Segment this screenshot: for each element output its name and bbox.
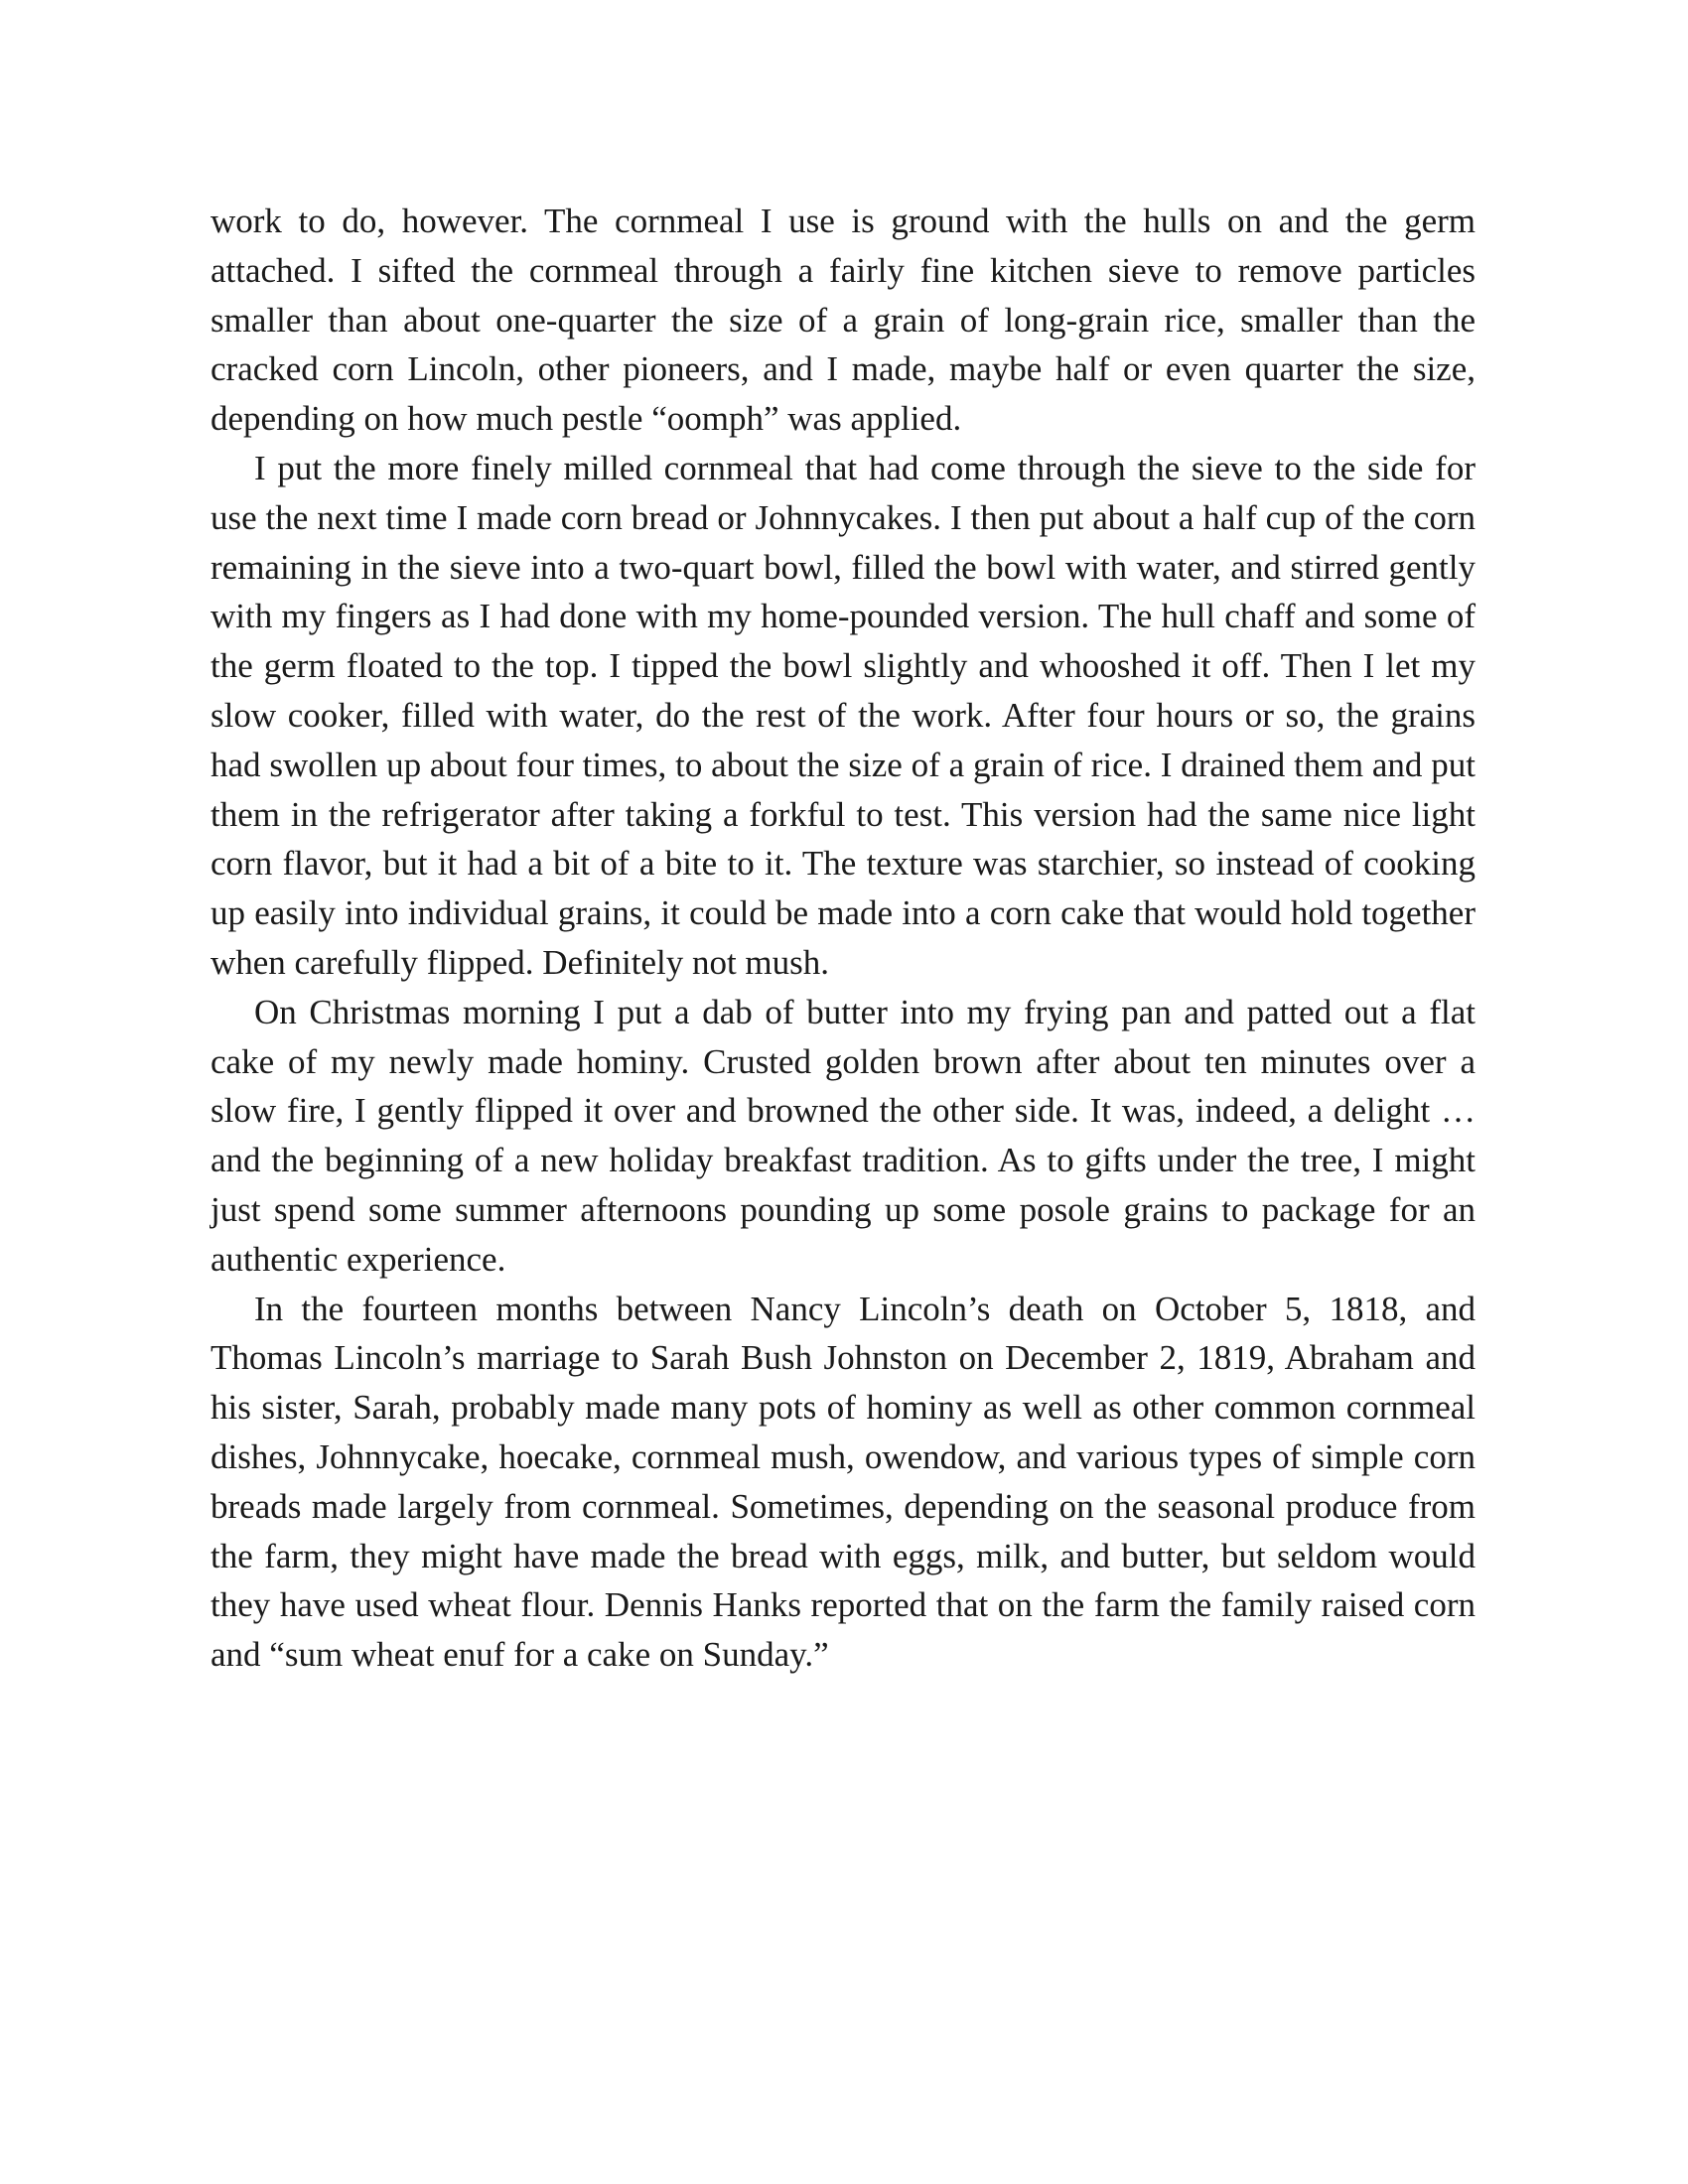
- paragraph-lincoln-family: In the fourteen months between Nancy Lincoln’s death on October 5, 1818, and Thomas Lincoln’s marriage to Sarah Bush Johnston on December 2, 1819, Abraham and his sister, Sarah, probably made many pots of hominy as well as other common cornmeal dishes, Johnnycake, hoecake, cornmeal mush, owendow, and various types of simple corn breads made largely from cornmeal. Sometimes, depending on the seasonal produce from the farm, they might have made the bread with eggs, milk, and butter, but seldom would they have used wheat flour. Dennis Hanks reported that on the farm the family raised corn and “sum wheat enuf for a cake on Sunday.”: [211, 1289, 1476, 1675]
- paragraph-christmas-morning: On Christmas morning I put a dab of butter into my frying pan and patted out a flat cake of my newly made hominy. Crusted golden brown after about ten minutes over a slow fire, I gently flipped it over and browned the other side. It was, indeed, a delight … and the beginning of a new holiday breakfast tradition. As to gifts under the tree, I might just spend some summer afternoons pounding up some posole grains to package for an authentic experience.: [211, 992, 1476, 1279]
- paragraph-continued: work to do, however. The cornmeal I use is ground with the hulls on and the germ attached. I sifted the cornmeal through a fairly fine kitchen sieve to remove particles smaller than about one-quarter the size of a grain of long-grain rice, smaller than the cracked corn Lincoln, other pioneers, and I made, maybe half or even quarter the size, depending on how much pestle “oomph” was applied.: [211, 202, 1476, 439]
- paragraph-sieve-and-slow-cooker: I put the more finely milled cornmeal that had come through the sieve to the side for use the next time I made corn bread or Johnnycakes. I then put about a half cup of the corn remaining in the sieve into a two-quart bowl, filled the bowl with water, and stirred gently with my fingers as I had done with my home-pounded version. The hull chaff and some of the germ floated to the top. I tipped the bowl slightly and whooshed it off. Then I let my slow cooker, filled with water, do the rest of the work. After four hours or so, the grains had swollen up about four times, to about the size of a grain of rice. I drained them and put them in the refrigerator after taking a forkful to test. This version had the same nice light corn flavor, but it had a bit of a bite to it. The texture was starchier, so instead of cooking up easily into individual grains, it could be made into a corn cake that would hold together when carefully flipped. Definitely not mush.: [211, 448, 1476, 982]
- page-body: [211, 197, 1476, 1680]
